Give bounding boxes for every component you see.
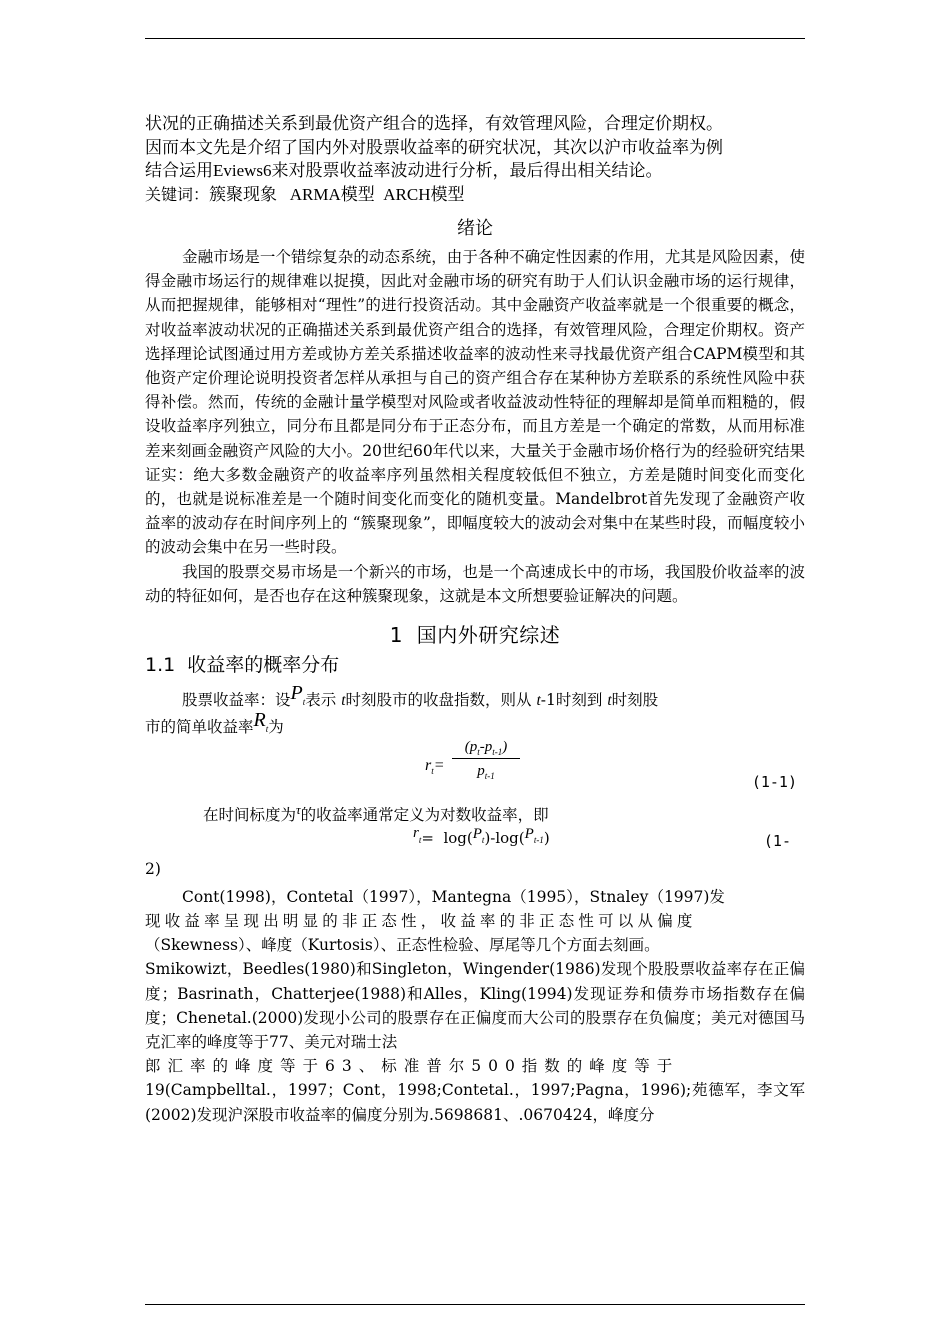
equation-numerator: $(p_t-p_{t-1})$ (452, 739, 520, 759)
intro-body (145, 245, 805, 608)
footer-rule (145, 1304, 805, 1305)
equation-label: (1-1) (751, 773, 797, 792)
abstract-line: 状况的正确描述关系到最优资产组合的选择，有效管理风险，合理定价期权。 (145, 114, 723, 133)
equation-label-wrap: 2) (145, 859, 161, 878)
equation-label: (1- (763, 831, 791, 850)
return-symbol: R (253, 709, 266, 732)
section-1-1-body (145, 682, 805, 741)
intro-paragraph-2: 我国的股票交易市场是一个新兴的市场，也是一个高速成长中的市场，我国股价收益率的波动的特征如何，是否也存在这种簇聚现象，这就是本文所想要验证解决的问题。 (145, 562, 805, 605)
equation-1-2: rt= log(Pt)-log(Pt-1) (1- (413, 824, 791, 850)
return-definition-line-2: 市的简单收益率Rt为 (145, 709, 284, 737)
literature-paragraph: Cont(1998)，Contetal（1997），Mantegna（1995），Stnaley（1997)发 现收益率呈现出明显的非正态性，收益率的非正态性可以从偏度 （Skewness）、峰度（Kurtosis）、正态性检验、厚尾等几个方面去刻画。 Smikowizt，Beedles(1980)和Singleton，Wingender(1986)发现个股股票收益率存在正偏度；Basrinath，Chatterjee(1988)和Alles，Kling(1994)发现证券和债券市场指数存在偏度；Chenetal.(2000)发现小公司的股票存在正偏度而大公司的股票存在负偏度；美元对德国马克汇率的峰度等于77、美元对瑞士法 郎汇率的峰度等于63、标准普尔500指数的峰度等于 19(Campbelltal.，1997；Cont，1998;Contetal.，1997;Pagna，1996);苑德军，李文军(2002)发现沪深股市收益率的偏度分别为.5698681、.0670424，峰度分 (145, 887, 805, 1124)
price-symbol: P (290, 682, 303, 705)
intro-paragraph-1: 金融市场是一个错综复杂的动态系统，由于各种不确定性因素的作用，尤其是风险因素，使得金融市场运行的规律难以捉摸，因此对金融市场的研究有助于人们认识金融市场的运行规律，从而把握规律，能够相对“理性”的进行投资活动。其中金融资产收益率就是一个很重要的概念，对收益率波动状况的正确描述关系到最优资产组合的选择，有效管理风险，合理定价期权。资产选择理论试图通过用方差或协方差关系描述收益率的波动性来寻找最优资产组合CAPM模型和其他资产定价理论说明投资者怎样从承担与自己的资产组合存在某种协方差联系的系统性风险中获得补偿。然而，传统的金融计量学模型对风险或者收益波动性特征的理解却是简单而粗糙的，假设收益率序列独立，同分布且都是同分布于正态分布，而且方差是一个确定的常数，从而用标准差来刻画金融资产风险的大小。20世纪60年代以来，大量关于金融市场价格行为的经验研究结果证实：绝大多数金融资产的收益率序列虽然相关程度较低但不独立，方差是随时间变化而变化的，也就是说标准差是一个随时间变化而变化的随机变量。Mandelbrot首先发现了金融资产收益率的波动存在时间序列上的 “簇聚现象”，即幅度较大的波动会对集中在某些时段，而幅度较小的波动会集中在另一些时段。 (145, 248, 805, 557)
section-1-title: 1 国内外研究综述 (389, 623, 561, 648)
abstract-tail (145, 112, 805, 206)
header-rule (145, 38, 805, 39)
abstract-line: 因而本文先是介绍了国内外对股票收益率的研究状况，其次以沪市收益率为例 (145, 137, 723, 157)
section-1-1-title: 1.1 收益率的概率分布 (145, 654, 340, 677)
equation-denominator: $p_{t-1}$ (477, 763, 495, 782)
document-page (145, 112, 805, 1127)
keywords-line (145, 183, 805, 207)
intro-title: 绪论 (457, 218, 493, 239)
keywords: 簇聚现象 ARMA模型 ARCH模型 (209, 184, 465, 204)
equation-1-1: $r_t=$ $\frac{(p_t-p_{t-1})}{p_{t-1}}$ (1-1) (425, 739, 797, 792)
keywords-label: 关键词： (145, 184, 210, 204)
abstract-line: 结合运用Eviews6来对股票收益率波动进行分析，最后得出相关结论。 (145, 161, 663, 180)
return-definition-line: 股票收益率：设Pt表示 t时刻股市的收盘指数，则从 t-1时刻到 t时刻股 (182, 682, 659, 710)
log-return-intro: 在时间标度为$^\tau$的收益率通常定义为对数收益率，即 (203, 802, 549, 825)
